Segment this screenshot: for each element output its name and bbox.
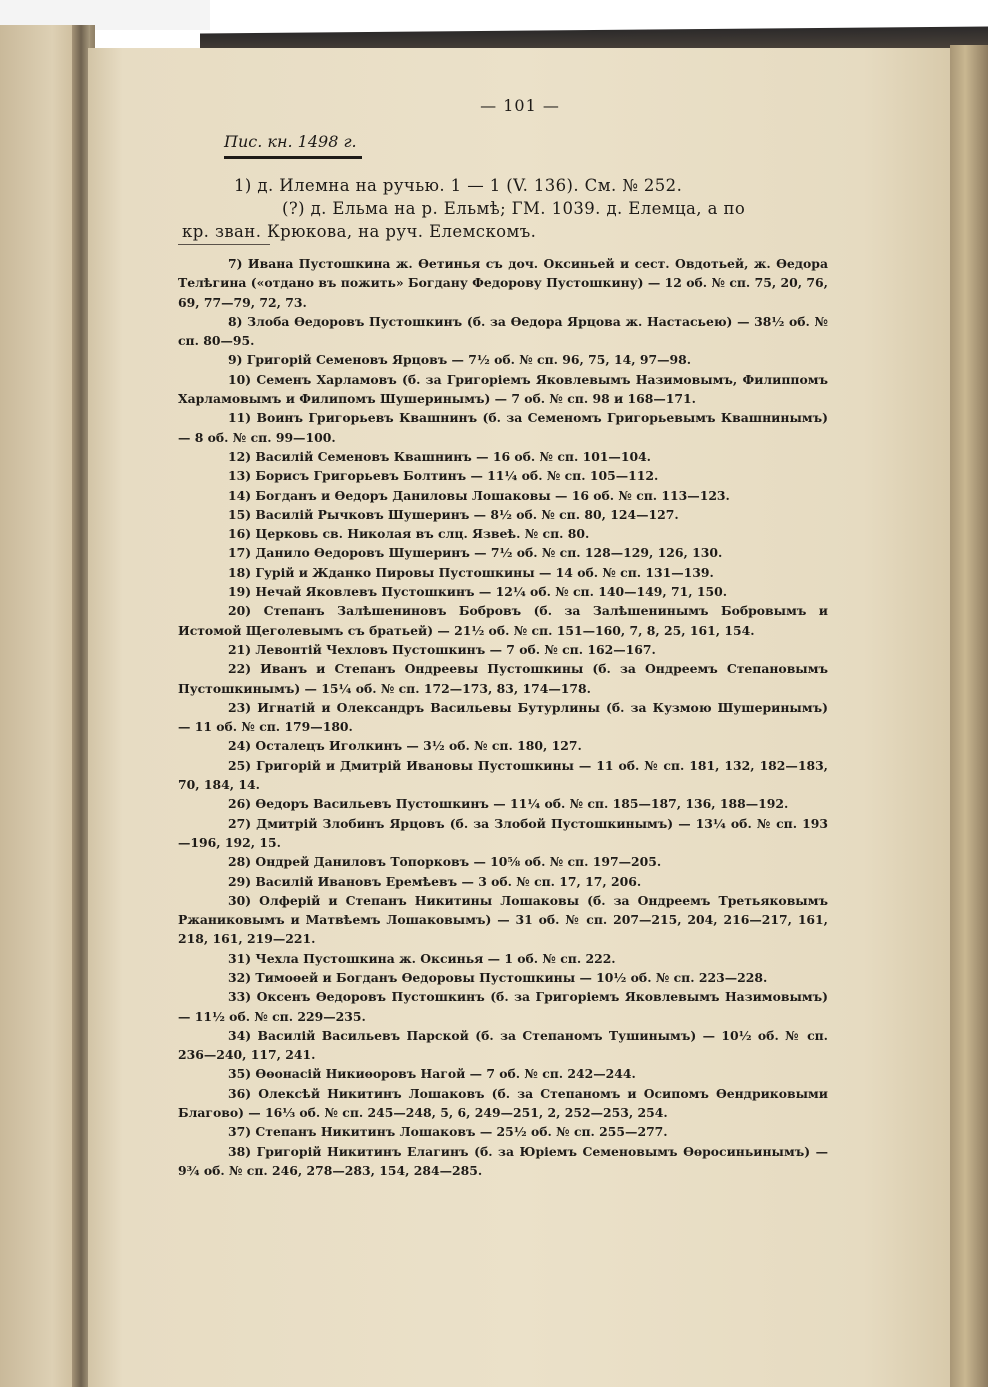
list-item: 38) Григорій Никитинъ Елагинъ (б. за Юріемъ Семеновымъ Өөросиньинымъ) — 9¾ об. № сп. 246, 278—283, 154, 284—285. [178,1143,828,1178]
list-item: 31) Чехла Пустошкина ж. Оксинья — 1 об. № сп. 222. [228,950,616,966]
list-item: 26) Өедоръ Васильевъ Пустошкинъ — 11¼ об. № сп. 185—187, 136, 188—192. [228,796,789,812]
list-item: 33) Оксенъ Өедоровъ Пустошкинъ (б. за Григоріемъ Яковлевымъ Назимовымъ) — 11½ об. № сп. 229—235. [178,989,828,1024]
list-item: 27) Дмитрій Злобинъ Ярцовъ (б. за Злобой Пустошкинымъ) — 13¼ об. № сп. 193—196, 192, 15. [178,815,828,850]
list-item: 35) Өөонасій Никиөоровъ Нагой — 7 об. № сп. 242—244. [228,1066,636,1082]
list-item: 22) Иванъ и Степанъ Ондреевы Пустошкины (б. за Ондреемъ Степановымъ Пустошкинымъ) — 15¼ об. № сп. 172—173, 83, 174—178. [178,661,828,696]
page-number: — 101 — [480,96,560,115]
list-item: 10) Семенъ Харламовъ (б. за Григоріемъ Яковлевымъ Назимовымъ, Филиппомъ Харламовымъ и Филипомъ Шушеринымъ) — 7 об. № сп. 98 и 168—171. [178,371,828,407]
list-item: 30) Олферій и Степанъ Никитины Лошаковы (б. за Ондреемъ Третьяковымъ Ржаниковымъ и Матвѣемъ Лошаковымъ) — 31 об. № сп. 207—215, 204, 216—217, 161, 218, 161, 219—221. [178,892,828,947]
list-item: 8) Злоба Өедоровъ Пустошкинъ (б. за Өедора Ярцова ж. Настасьею) — 38½ об. № сп. 80—95. [178,313,828,349]
entries-list [178,254,828,1180]
list-item: 17) Данило Өедоровъ Шушеринъ — 7½ об. № сп. 128—129, 126, 130. [228,545,723,561]
list-item: 9) Григорій Семеновъ Ярцовъ — 7½ об. № сп. 96, 75, 14, 97—98. [228,352,692,368]
list-item: 37) Степанъ Никитинъ Лошаковъ — 25½ об. № сп. 255—277. [228,1124,668,1140]
list-item: 15) Василій Рычковъ Шушеринъ — 8½ об. № сп. 80, 124—127. [228,506,679,522]
list-item: 18) Гурій и Жданко Пировы Пустошкины — 14 об. № сп. 131—139. [228,564,714,580]
list-item: 7) Ивана Пустошкина ж. Өетинья съ доч. Оксиньей и сест. Овдотьей, ж. Өедора Телѣгина («отдано въ пожить» Богдану Федорову Пустошкину) — 12 об. № сп. 75, 20, 76, 69, 77—79, 72, 73. [178,256,828,310]
list-item: 12) Василій Семеновъ Квашнинъ — 16 об. № сп. 101—104. [228,448,651,464]
list-item: 32) Тимоөей и Богданъ Өедоровы Пустошкины — 10½ об. № сп. 223—228. [228,969,768,985]
header-underline [224,156,362,159]
lead-line-3: кр. зван. Крюкова, на руч. Елемскомъ. [182,222,537,241]
list-item: 24) Осталецъ Иголкинъ — 3½ об. № сп. 180, 127. [228,738,582,754]
list-item: 34) Василій Васильевъ Парской (б. за Степаномъ Тушинымъ) — 10½ об. № сп. 236—240, 117, 241. [178,1027,828,1063]
list-item: 21) Левонтій Чехловъ Пустошкинъ — 7 об. № сп. 162—167. [228,641,656,657]
list-item: 28) Ондрей Даниловъ Топорковъ — 10⅝ об. № сп. 197—205. [228,854,662,870]
list-item: 19) Нечай Яковлевъ Пустошкинъ — 12¼ об. № сп. 140—149, 71, 150. [228,584,728,600]
separator-rule [178,244,270,245]
page-content [172,94,828,1178]
section-header: Пис. кн. 1498 г. [224,132,357,151]
lead-line-1: 1) д. Илемна на ручью. 1 — 1 (V. 136). См. № 252. [234,176,683,195]
list-item: 25) Григорій и Дмитрій Ивановы Пустошкины — 11 об. № сп. 181, 132, 182—183, 70, 184, 14. [178,757,828,793]
list-item: 13) Борисъ Григорьевъ Болтинъ — 11¼ об. № сп. 105—112. [228,468,659,484]
list-item: 36) Олексѣй Никитинъ Лошаковъ (б. за Степаномъ и Осипомъ Өендриковыми Благово) — 16⅓ об. № сп. 245—248, 5, 6, 249—251, 2, 252—253, 254. [178,1085,828,1121]
list-item: 20) Степанъ Залѣшениновъ Бобровъ (б. за Залѣшенинымъ Бобровымъ и Истомой Щеголевымъ съ братьей) — 21½ об. № сп. 151—160, 7, 8, 25, 161, 154. [178,603,828,638]
lead-paragraph [182,174,834,243]
list-item: 23) Игнатій и Олександръ Васильевы Бутурлины (б. за Кузмою Шушеринымъ) — 11 об. № сп. 179—180. [178,699,828,735]
list-item: 16) Церковь св. Николая въ слц. Язвеѣ. № сп. 80. [228,526,590,542]
list-item: 14) Богданъ и Өедоръ Даниловы Лошаковы — 16 об. № сп. 113—123. [228,487,730,503]
lead-line-2: (?) д. Ельма на р. Ельмѣ; ГМ. 1039. д. Елемца, а по [282,199,746,218]
list-item: 11) Воинъ Григорьевъ Квашнинъ (б. за Семеномъ Григорьевымъ Квашнинымъ) — 8 об. № сп. 99—100. [178,410,828,445]
list-item: 29) Василій Ивановъ Еремѣевъ — 3 об. № сп. 17, 17, 206. [228,873,642,889]
page-edges [950,45,988,1387]
